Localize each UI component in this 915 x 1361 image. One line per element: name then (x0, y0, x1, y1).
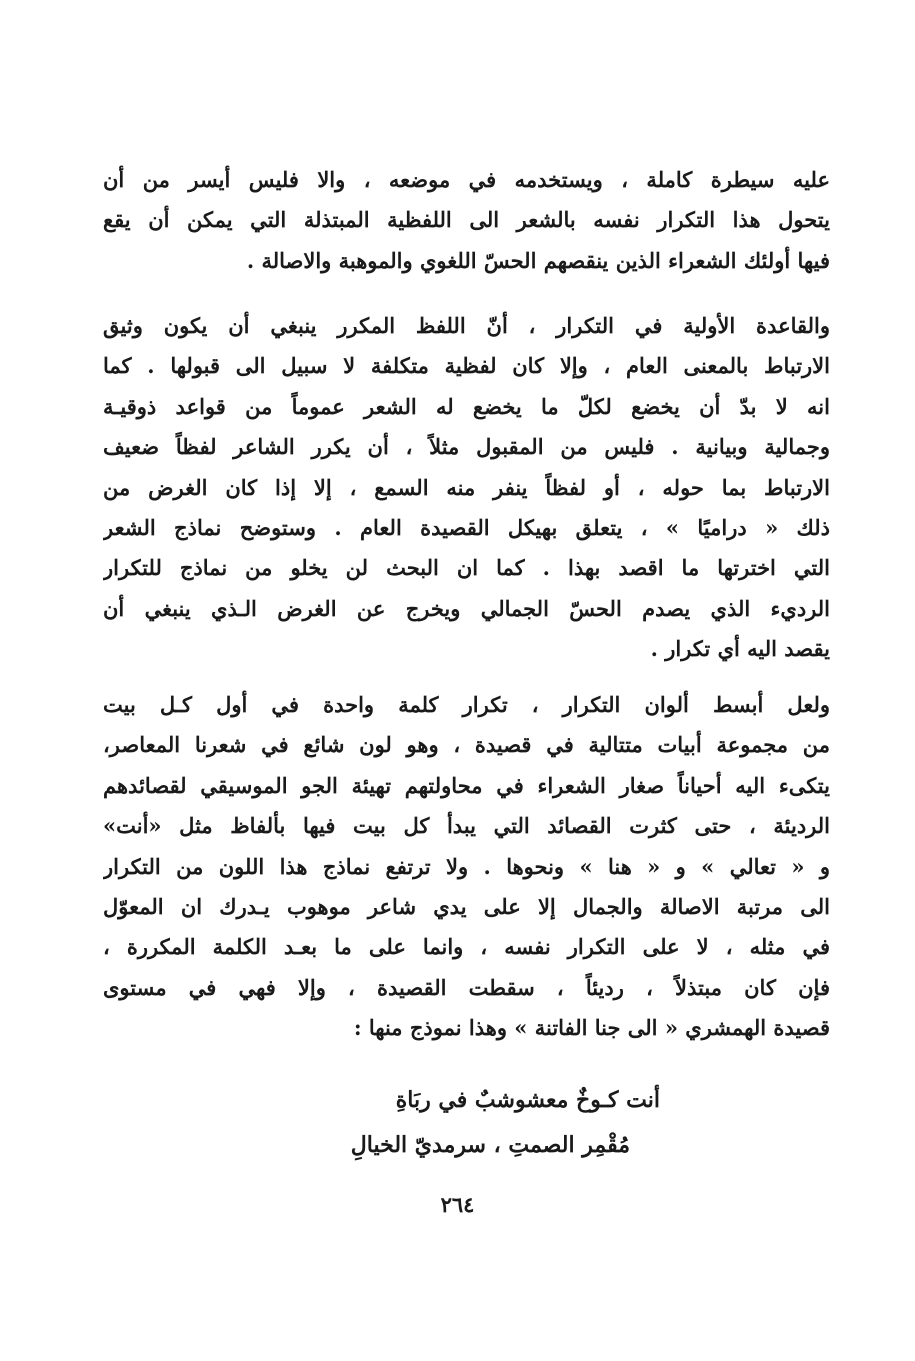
poem-verse-2: مُقْمِر الصمتِ ، سرمديّ الخيالِ (350, 1132, 630, 1158)
text-line: الرديء الذي يصدم الحسّ الجمالي ويخرج عن الغرض الـذي ينبغي أن (103, 595, 830, 621)
text-line: في مثله ، لا على التكرار نفسه ، وانما على ما بعـد الكلمة المكررة ، (103, 934, 830, 960)
text-line: و « تعالي » و « هنا » ونحوها . ولا ترتفع نماذج هذا اللون من التكرار (103, 853, 830, 879)
text-line: عليه سيطرة كاملة ، ويستخدمه في موضعه ، والا فليس أيسر من أن (103, 167, 830, 192)
text-line: يتحول هذا التكرار نفسه بالشعر الى اللفظية المبتذلة التي يمكن أن يقع (103, 207, 830, 233)
text-line: انه لا بدّ أن يخضع لكلّ ما يخضع له الشعر عموماً من قواعد ذوقيـة (103, 393, 830, 419)
text-line: يتكىء اليه أحياناً صغار الشعراء في محاولتهم تهيئة الجو الموسيقي لقصائدهم (103, 772, 830, 798)
text-line: يقصد اليه أي تكرار . (650, 636, 830, 662)
page-number: ٢٦٤ (440, 1192, 475, 1217)
text-line: التي اخترتها ما اقصد بهذا . كما ان البحث لن يخلو من نماذج للتكرار (103, 555, 830, 581)
text-line: ذلك « دراميًا » ، يتعلق بهيكل القصيدة العام . وستوضح نماذج الشعر (103, 514, 830, 540)
paragraph-3 (103, 685, 830, 1049)
paragraph-2 (103, 306, 830, 670)
text-line: الرديئة ، حتى كثرت القصائد التي يبدأ كل بيت فيها بألفاظ مثل «أنت» (103, 813, 830, 839)
text-line: الى مرتبة الاصالة والجمال إلا على يدي شاعر موهوب يـدرك ان المعوّل (103, 893, 830, 919)
text-line: الارتباط بما حوله ، أو لفظاً ينفر منه السمع ، إلا إذا كان الغرض من (103, 474, 830, 500)
paragraph-1 (103, 160, 830, 281)
text-line: وجمالية وبيانية . فليس من المقبول مثلاً ، أن يكرر الشاعر لفظاً ضعيف (103, 434, 830, 460)
text-line: ولعل أبسط ألوان التكرار ، تكرار كلمة واحدة في أول كـل بيت (103, 692, 830, 717)
poem-verse-1: أنت كـوخٌ معشوشبٌ في ربَاةِ (395, 1087, 660, 1113)
text-line: فإن كان مبتذلاً ، رديئاً ، سقطت القصيدة ، وإلا فهي في مستوى (103, 974, 830, 1000)
text-line: من مجموعة أبيات متتالية في قصيدة ، وهو لون شائع في شعرنا المعاصر، (103, 732, 830, 758)
text-line: فيها أولئك الشعراء الذين ينقصهم الحسّ اللغوي والموهبة والاصالة . (246, 247, 830, 273)
text-line: والقاعدة الأولية في التكرار ، أنّ اللفظ المكرر ينبغي أن يكون وثيق (103, 313, 830, 338)
text-line: قصيدة الهمشري « الى جنا الفاتنة » وهذا نموذج منها : (353, 1015, 830, 1041)
text-line: الارتباط بالمعنى العام ، وإلا كان لفظية متكلفة لا سبيل الى قبولها . كما (103, 353, 830, 379)
